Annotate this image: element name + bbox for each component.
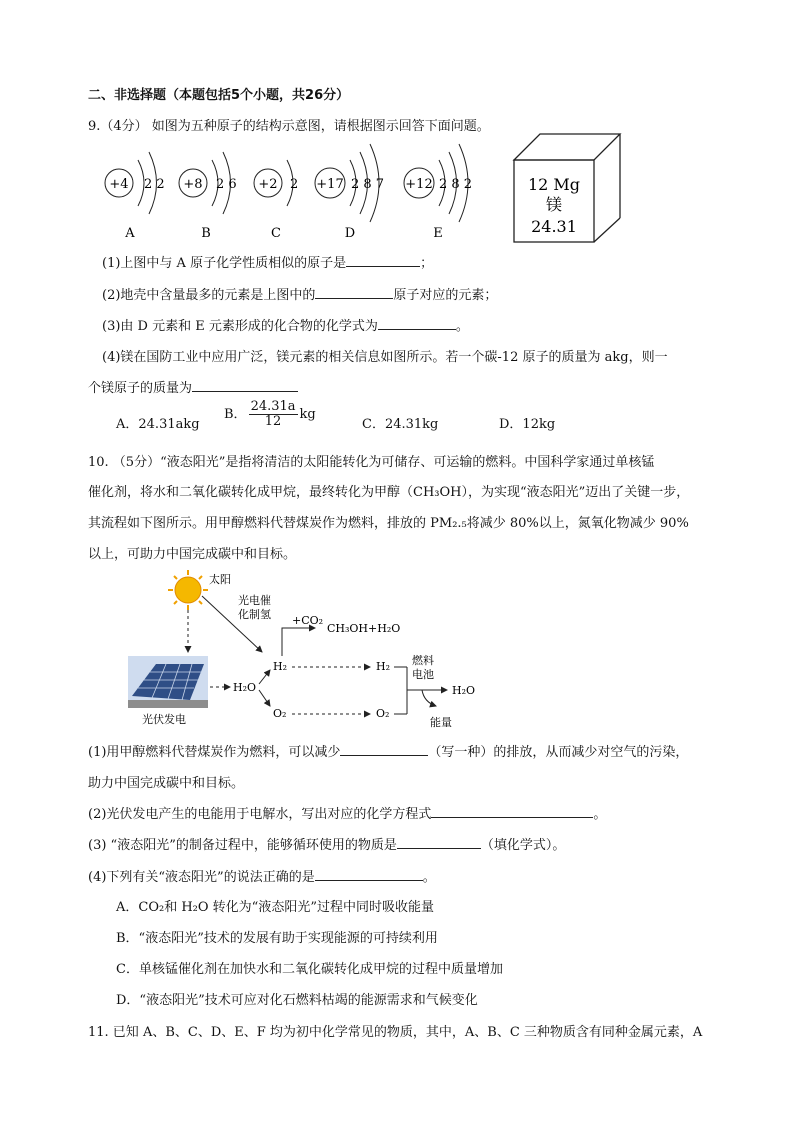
q10-option-d[interactable]: D．“液态阳光”技术可应对化石燃料枯竭的能源需求和气候变化	[116, 993, 478, 1008]
mg-number-symbol: 12 Mg	[527, 175, 581, 194]
q9-answer-blank-3[interactable]	[378, 315, 456, 330]
atom-b-shells: 2 6	[216, 177, 237, 192]
q10-part2: (2)光伏发电产生的电能用于电解水，写出对应的化学方程式 。	[88, 803, 606, 822]
atom-e	[404, 144, 472, 241]
water-label: H₂O	[233, 681, 257, 694]
atom-a	[105, 152, 165, 241]
pv-label: 光伏发电	[142, 713, 186, 726]
oxygen-label-2: O₂	[376, 707, 390, 720]
q10-part1-line2: 助力中国完成碳中和目标。	[88, 776, 245, 791]
atom-b-label: B	[201, 226, 211, 241]
atom-structure-diagrams	[96, 140, 516, 245]
atom-b	[179, 152, 237, 241]
fuel-cell-label-1: 燃料	[412, 654, 434, 667]
liquid-sunshine-flow-diagram	[120, 566, 490, 738]
atom-d-shells: 2 8 7	[351, 177, 385, 192]
q9-option-b-fraction: $\frac{24.31a}{12}$	[250, 399, 296, 429]
q9-stem: 9.（4分） 如图为五种原子的结构示意图，请根据图示回答下面问题。	[88, 119, 490, 134]
q9-part2: (2)地壳中含量最多的元素是上图中的 原子对应的元素；	[102, 284, 497, 303]
atom-a-label: A	[125, 226, 135, 241]
q9-answer-blank-2[interactable]	[315, 284, 393, 299]
sun-label: 太阳	[209, 573, 231, 586]
section-title: 二、非选择题（本题包括5个小题，共26分）	[88, 88, 350, 103]
energy-label: 能量	[430, 716, 452, 729]
methanol-product-label: CH₃OH+H₂O	[327, 622, 401, 635]
q10-stem-line2: 催化剂，将水和二氧化碳转化成甲烷，最终转化为甲醇（CH₃OH），为实现“液态阳光”迈出了关键一步，	[88, 485, 690, 500]
water-output-label: H₂O	[452, 684, 476, 697]
atom-d	[315, 144, 384, 241]
q9-answer-blank-1[interactable]	[346, 252, 420, 267]
q9-part3: (3)由 D 元素和 E 元素形成的化合物的化学式为 。	[102, 315, 469, 334]
q10-option-a[interactable]: A．CO₂和 H₂O 转化为“液态阳光”过程中同时吸收能量	[116, 900, 434, 915]
q10-answer-blank-2[interactable]	[431, 803, 593, 818]
q9-part4-line2: 个镁原子的质量为	[88, 377, 298, 396]
fuel-cell-label-2: 电池	[412, 668, 434, 681]
q10-stem-line1: 10. （5分）“液态阳光”是指将清洁的太阳能转化为可储存、可运输的燃料。中国科学家通过单核锰	[88, 455, 655, 470]
magnesium-element-box	[512, 130, 624, 245]
q10-option-c[interactable]: C．单核锰催化剂在加快水和二氧化碳转化成甲烷的过程中质量增加	[116, 962, 503, 977]
q9-option-a[interactable]: A．24.31akg	[116, 417, 200, 432]
photocatalysis-label-2: 化制氢	[238, 608, 271, 621]
atom-a-shells: 2 2	[144, 177, 165, 192]
q9-option-b[interactable]: B． $\frac{24.31a}{12}$ kg	[224, 399, 316, 429]
q10-part4: (4)下列有关“液态阳光”的说法正确的是 。	[88, 866, 436, 885]
atom-d-label: D	[344, 226, 356, 241]
atom-e-nucleus: +12	[405, 177, 433, 192]
mg-name: 镁	[545, 195, 563, 214]
q9-option-c[interactable]: C．24.31kg	[362, 417, 439, 432]
atom-d-nucleus: +17	[316, 177, 344, 192]
q10-stem-line4: 以上，可助力中国完成碳中和目标。	[88, 547, 297, 562]
atom-b-nucleus: +8	[183, 177, 203, 192]
atom-c-nucleus: +2	[258, 177, 278, 192]
solar-panel-image	[128, 656, 208, 708]
atom-e-shells: 2 8 2	[439, 177, 473, 192]
hydrogen-label-2: H₂	[376, 660, 391, 673]
q10-part1-line1: (1)用甲醇燃料代替煤炭作为燃料，可以减少 （写一种）的排放，从而减少对空气的污染，	[88, 741, 688, 760]
atom-a-nucleus: +4	[109, 177, 129, 192]
q11-stem: 11. 已知 A、B、C、D、E、F 均为初中化学常见的物质，其中，A、B、C 三种物质含有同种金属元素，A	[88, 1025, 703, 1040]
atom-e-label: E	[433, 226, 443, 241]
oxygen-label: O₂	[273, 707, 287, 720]
atom-c	[254, 160, 298, 241]
q9-option-d[interactable]: D．12kg	[499, 417, 556, 432]
co2-label: +CO₂	[292, 614, 324, 627]
q9-answer-blank-4[interactable]	[192, 377, 298, 392]
photocatalysis-label-1: 光电催	[238, 594, 271, 607]
q10-answer-blank-1[interactable]	[340, 741, 428, 756]
q10-stem-line3: 其流程如下图所示。用甲醇燃料代替煤炭作为燃料，排放的 PM₂.₅将减少 80%以上，氮氧化物减少 90%	[88, 516, 689, 531]
atom-c-label: C	[271, 226, 281, 241]
atom-c-shells: 2	[290, 177, 299, 192]
hydrogen-label: H₂	[273, 660, 288, 673]
q10-answer-blank-4[interactable]	[315, 866, 423, 881]
q9-part4-line1: (4)镁在国防工业中应用广泛，镁元素的相关信息如图所示。若一个碳-12 原子的质量为 akg，则一	[102, 350, 668, 365]
q9-part1: (1)上图中与 A 原子化学性质相似的原子是 ；	[102, 252, 433, 271]
q10-option-b[interactable]: B．“液态阳光”技术的发展有助于实现能源的可持续利用	[116, 931, 438, 946]
q10-answer-blank-3[interactable]	[397, 834, 481, 849]
sun-icon	[168, 570, 208, 610]
mg-atomic-mass: 24.31	[531, 217, 577, 236]
q10-part3: (3) “液态阳光”的制备过程中，能够循环使用的物质是 （填化学式）。	[88, 834, 565, 853]
